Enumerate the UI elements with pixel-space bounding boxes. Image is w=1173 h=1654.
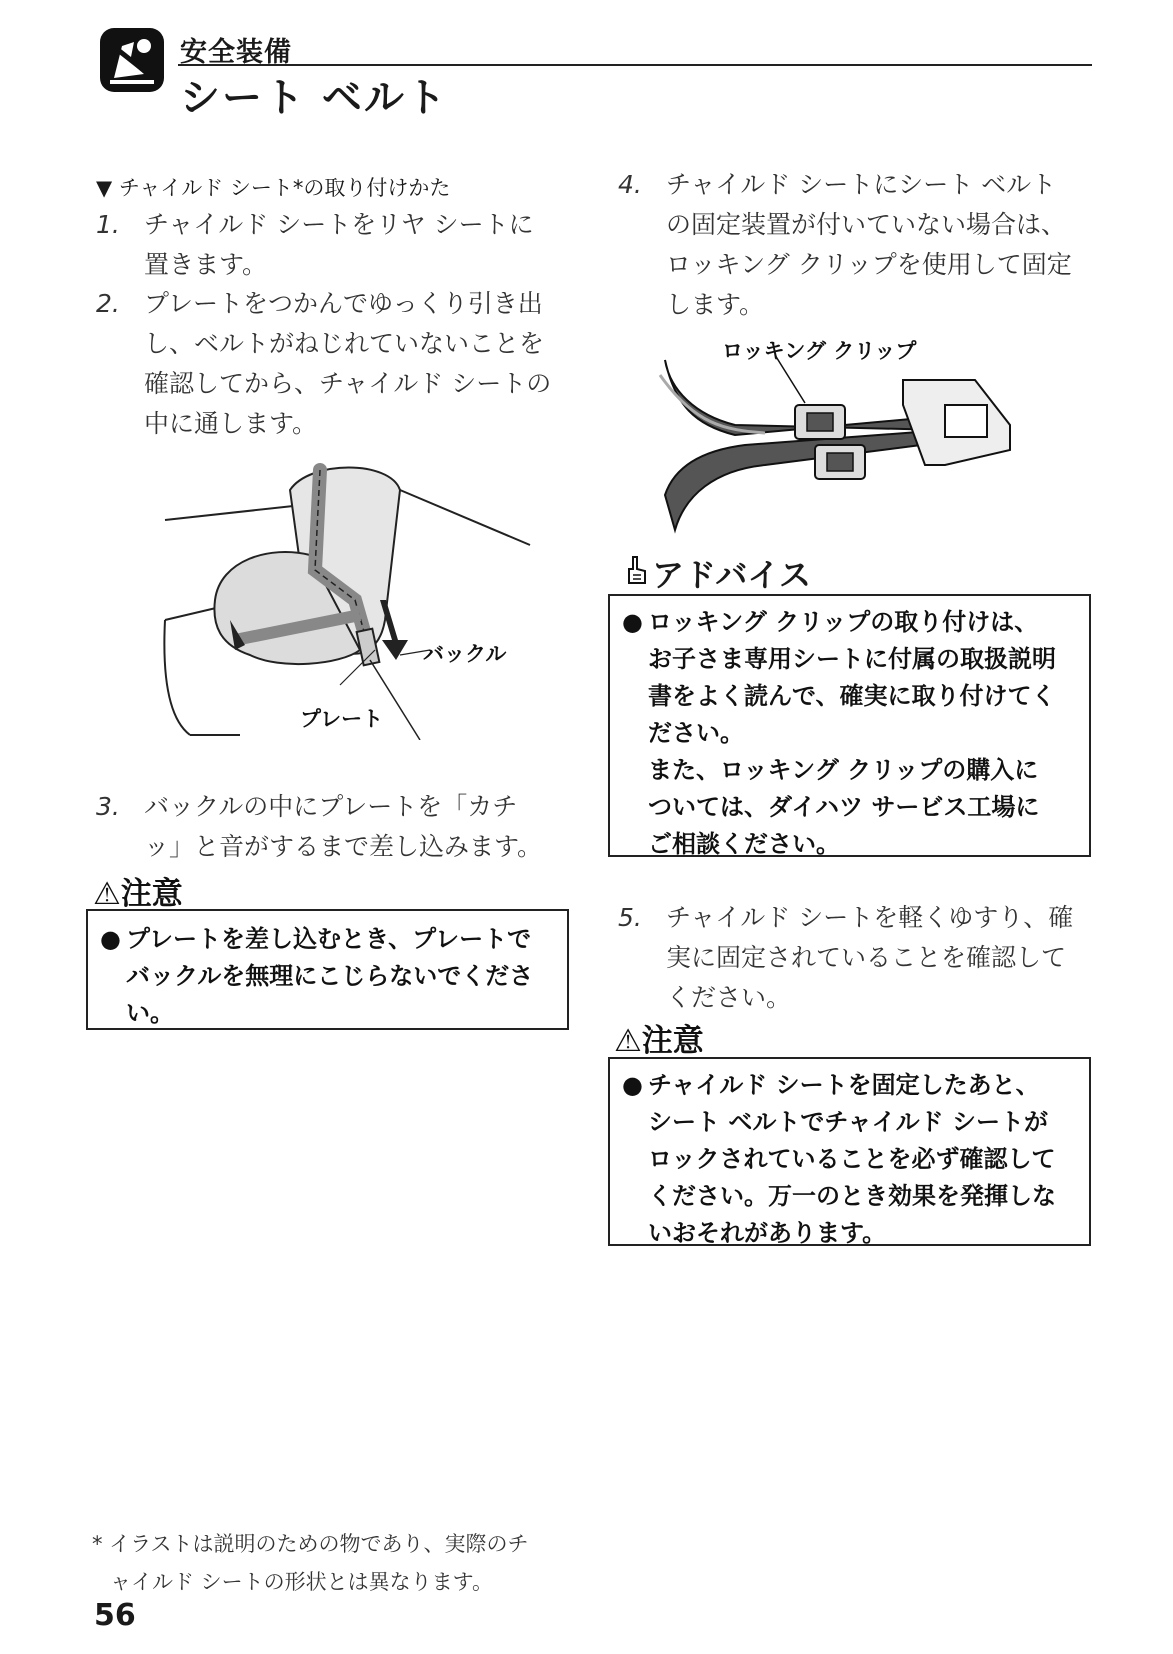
advice-line: ださい。 <box>648 719 744 747</box>
page-title: シート ベルト <box>180 75 448 121</box>
locking-clip-illustration <box>655 355 1035 535</box>
step-number: 3. <box>96 792 120 821</box>
step-line: 確認してから、チャイルド シートの <box>144 369 552 398</box>
figure-label-locking-clip: ロッキング クリップ <box>722 339 917 363</box>
step-1 <box>96 205 576 285</box>
child-seat-illustration <box>160 450 560 740</box>
footnote-line: ャイルド シートの形状とは異なります。 <box>110 1570 493 1594</box>
step-line: チャイルド シートを軽くゆすり、確 <box>666 903 1074 932</box>
step-line: 実に固定されていることを確認して <box>666 943 1067 972</box>
step-line: ください。 <box>666 983 792 1012</box>
step-line: し、ベルトがねじれていないことを <box>144 329 545 358</box>
step-line: ッ」と音がするまで差し込みます。 <box>144 832 543 861</box>
caution-line: プレートを差し込むとき、プレートで <box>126 925 532 953</box>
advice-box <box>608 594 1091 857</box>
bullet-icon: ● <box>100 925 121 953</box>
caution-line: い。 <box>126 999 174 1027</box>
advice-line: ついては、ダイハツ サービス工場に <box>648 793 1040 821</box>
caution-line: ください。万一のとき効果を発揮しな <box>648 1182 1056 1210</box>
step-line: 置きます。 <box>144 250 268 279</box>
step-line: の固定装置が付いていない場合は、 <box>666 210 1067 239</box>
section-title: 安全装備 <box>180 37 292 68</box>
step-line: バックルの中にプレートを「カチ <box>144 792 518 821</box>
step-number: 4. <box>618 170 642 199</box>
step-line: します。 <box>666 290 765 319</box>
step-2 <box>96 284 576 444</box>
advice-line: また、ロッキング クリップの購入に <box>648 756 1039 784</box>
caution-line: バックルを無理にこじらないでくださ <box>126 962 534 990</box>
seatbelt-icon <box>100 28 164 92</box>
caution-heading: ⚠注意 <box>93 876 183 912</box>
step-number: 2. <box>96 289 120 318</box>
bullet-icon: ● <box>622 608 643 636</box>
caution-line: ロックされていることを必ず確認して <box>648 1145 1056 1173</box>
step-3 <box>96 787 576 867</box>
caution-line: チャイルド シートを固定したあと、 <box>648 1071 1040 1099</box>
step-line: 中に通します。 <box>144 409 318 438</box>
subheading: ▼ チャイルド シート*の取り付けかた <box>96 176 451 200</box>
caution-line: いおそれがあります。 <box>648 1219 887 1247</box>
figure-label-buckle: バックル <box>423 642 507 666</box>
advice-heading: アドバイス <box>652 556 812 594</box>
advice-line: ロッキング クリップの取り付けは、 <box>648 608 1039 636</box>
figure-label-plate: プレート <box>300 707 384 731</box>
step-4 <box>618 165 1098 325</box>
page-number: 56 <box>94 1598 136 1633</box>
caution-heading: ⚠注意 <box>614 1023 704 1059</box>
footnote-line: * イラストは説明のための物であり、実際のチ <box>92 1532 529 1556</box>
footnote <box>92 1525 529 1601</box>
caution-box <box>608 1057 1091 1246</box>
bullet-icon: ● <box>622 1071 643 1099</box>
step-line: チャイルド シートにシート ベルト <box>666 170 1057 199</box>
step-line: プレートをつかんでゆっくり引き出 <box>144 289 543 318</box>
step-number: 1. <box>96 210 120 239</box>
caution-line: シート ベルトでチャイルド シートが <box>648 1108 1048 1136</box>
caution-box <box>86 909 569 1030</box>
step-5 <box>618 898 1098 1018</box>
advice-line: 書をよく読んで、確実に取り付けてく <box>648 682 1056 710</box>
step-number: 5. <box>618 903 642 932</box>
step-line: ロッキング クリップを使用して固定 <box>666 250 1072 279</box>
step-line: チャイルド シートをリヤ シートに <box>144 210 534 239</box>
advice-line: お子さま専用シートに付属の取扱説明 <box>648 645 1056 673</box>
advice-line: ご相談ください。 <box>648 830 840 858</box>
pointing-hand-icon <box>625 555 649 587</box>
